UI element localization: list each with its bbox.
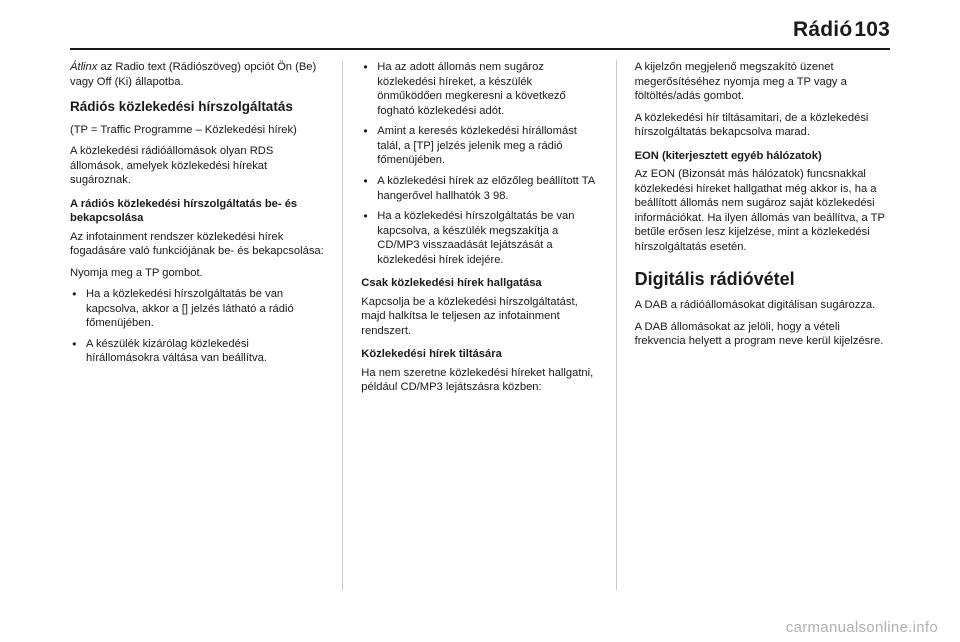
subsection-block-traffic: Közlekedési hírek tiltására bbox=[361, 348, 502, 361]
list-col1 bbox=[70, 287, 324, 366]
paragraph-tp-abbrev: (TP = Traffic Programme – Közlekedési hírek) bbox=[70, 123, 297, 136]
paragraph-onoff-intro: Az infotainment rendszer közlekedési hírek fogadásáre való funkciójának be- és bekapcsolása: bbox=[70, 230, 324, 258]
section-digital-radio: Digitális rádióvétel bbox=[634, 268, 795, 289]
list-col2 bbox=[361, 60, 597, 267]
list-item: ● Ha a közlekedési hírszolgáltatás be van kapcsolva, a készülék megszakítja a CD/MP3 visszaadását lejátszását a közlekedési hírek idejére. bbox=[361, 209, 597, 267]
paragraph-only-traffic: Kapcsolja be a közlekedési hírszolgáltatást, majd halkítsa le teljesen az infotainment rendszert. bbox=[361, 295, 578, 337]
paragraph-traffic-still-on: A közlekedési hír tiltásamitari, de a közlekedési hírszolgáltatás bekapcsolva marad. bbox=[634, 111, 869, 139]
chapter-title: Rádió bbox=[793, 18, 853, 41]
paragraph-confirm-message: A kijelzőn megjelenő megszakító üzenet megerősítéséhez nyomja meg a TP vagy a föltöltés/adás gombot. bbox=[634, 61, 847, 103]
page-number: 103 bbox=[854, 18, 890, 41]
subsection-traffic-onoff: A rádiós közlekedési hírszolgáltatás be- és bekapcsolása bbox=[70, 197, 298, 225]
list-item: ● Amint a keresés közlekedési hírállomást talál, a [TP] jelzés jelenik meg a rádió főmenüjében. bbox=[361, 124, 597, 168]
list-item: ● A készülék kizárólag közlekedési hírállomásokra váltása van beállítva. bbox=[70, 337, 324, 366]
list-item: ● Ha a közlekedési hírszolgáltatás be van kapcsolva, akkor a [] jelzés látható a rádió főmenüjében. bbox=[70, 287, 324, 331]
paragraph-radiotext bbox=[70, 60, 324, 89]
paragraph-dab-1: A DAB a rádióállomásokat digitálisan sugározza. bbox=[634, 299, 876, 312]
column-3 bbox=[617, 60, 890, 590]
column-1 bbox=[70, 60, 343, 590]
subsection-eon: EON (kiterjesztett egyéb hálózatok) bbox=[634, 149, 822, 162]
list-item: ● Ha az adott állomás nem sugároz közlekedési híreket, a készülék önműködően megkeresni a következő fogható közlekedési adót. bbox=[361, 60, 597, 118]
paragraph-block-traffic: Ha nem szeretne közlekedési híreket hallgatni, például CD/MP3 lejátszásra közben: bbox=[361, 366, 594, 394]
paragraph-radiotext-rest: az Radio text (Rádiószöveg) opciót Ön (Be) vagy Off (Ki) állapotba. bbox=[70, 61, 317, 88]
page-header bbox=[70, 18, 890, 50]
paragraph-eon-description: Az EON (Bizonsát más hálózatok) funcsnakkal közlekedési híreket hallgathat még akkor is, ha a beállított állomás nem sugároz saját közlekedési információkat. Ha ilyen állomás van beállítva, a TP betűle erősen lesz kijelzése, mint a közlekedési hírszolgáltatás esetén. bbox=[634, 168, 885, 253]
column-2 bbox=[343, 60, 616, 590]
paragraph-dab-2: A DAB állomásokat az jelöli, hogy a vételi frekvencia helyett a program neve kerül kijelzésre. bbox=[634, 320, 884, 348]
watermark: carmanualsonline.info bbox=[785, 619, 938, 636]
paragraph-press-tp: Nyomja meg a TP gombot. bbox=[70, 266, 203, 279]
paragraph-radiotext-italic: Átlinx bbox=[70, 61, 98, 73]
section-traffic-service: Rádiós közlekedési hírszolgáltatás bbox=[70, 99, 293, 115]
list-item: ● A közlekedési hírek az előzőleg beállított TA hangerővel hallhatók 3 98. bbox=[361, 174, 597, 203]
columns-container bbox=[70, 60, 890, 590]
paragraph-traffic-definition: A közlekedési rádióállomások olyan RDS állomások, amelyek közlekedési hírekat sugároznak. bbox=[70, 145, 274, 187]
subsection-only-traffic: Csak közlekedési hírek hallgatása bbox=[361, 277, 542, 290]
